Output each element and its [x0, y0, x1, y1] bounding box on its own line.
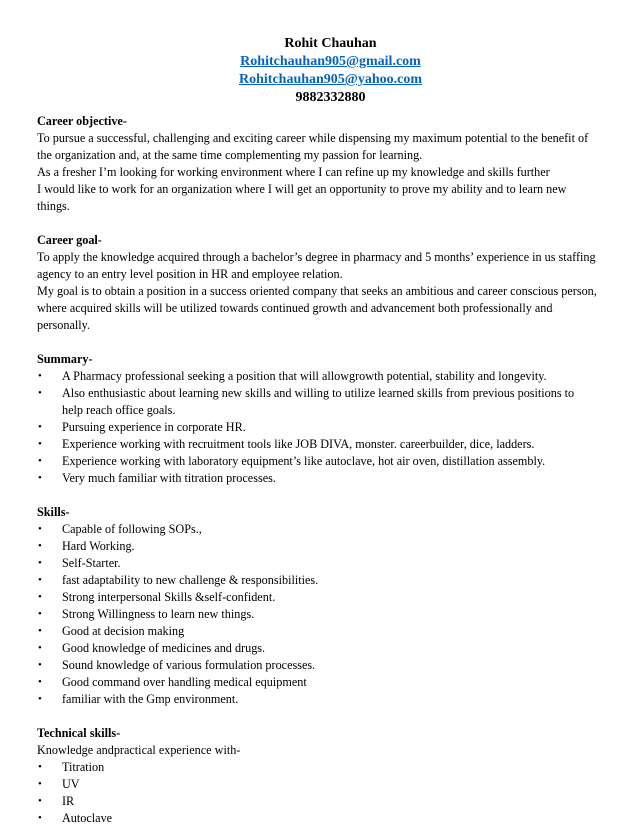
career-objective-line: As a fresher I’m looking for working environment where I can refine up my knowledge and skills further — [37, 165, 550, 179]
technical-skills-intro: Knowledge andpractical experience with- — [37, 743, 241, 757]
career-objective-title: Career objective- — [37, 114, 127, 128]
list-item-text: fast adaptability to new challenge & responsibilities. — [62, 573, 319, 587]
bullet-icon: • — [38, 659, 42, 671]
email-link-yahoo[interactable]: Rohitchauhan905@yahoo.com — [239, 72, 422, 87]
list-item — [37, 368, 598, 385]
summary-title: Summary- — [37, 352, 93, 366]
bullet-icon: • — [38, 693, 42, 705]
skills-title: Skills- — [37, 505, 70, 519]
email-link-gmail[interactable]: Rohitchauhan905@gmail.com — [240, 54, 421, 69]
section-spacer — [37, 334, 598, 351]
career-goal-line: My goal is to obtain a position in a success oriented company that seeks an ambitious and career conscious person, where acquired skills will be utilized towards continued growth and advancement both professionally and personally. — [37, 284, 597, 332]
list-item — [37, 810, 598, 827]
section-spacer — [37, 487, 598, 504]
summary-section — [37, 351, 598, 487]
list-item — [37, 470, 598, 487]
bullet-icon: • — [38, 608, 42, 620]
technical-skills-title: Technical skills- — [37, 726, 121, 740]
list-item-text: Very much familiar with titration processes. — [62, 471, 276, 485]
career-objective-line: To pursue a successful, challenging and exciting career while dispensing my maximum potential to the benefit of the organization and, at the same time complementing my passion for learning. — [37, 131, 589, 162]
technical-skills-section — [37, 725, 598, 827]
list-item — [37, 385, 598, 419]
list-item-text: Self-Starter. — [62, 556, 121, 570]
bullet-icon: • — [38, 778, 42, 790]
section-spacer — [37, 708, 598, 725]
career-goal-title: Career goal- — [37, 233, 102, 247]
list-item — [37, 657, 598, 674]
bullet-icon: • — [38, 455, 42, 467]
list-item — [37, 759, 598, 776]
bullet-icon: • — [38, 676, 42, 688]
list-item — [37, 453, 598, 470]
candidate-name: Rohit Chauhan — [284, 36, 377, 51]
bullet-icon: • — [38, 438, 42, 450]
list-item-text: Sound knowledge of various formulation processes. — [62, 658, 316, 672]
bullet-icon: • — [38, 421, 42, 433]
list-item — [37, 419, 598, 436]
list-item-text: Pursuing experience in corporate HR. — [62, 420, 246, 434]
list-item-text: Good at decision making — [62, 624, 185, 638]
list-item — [37, 793, 598, 810]
list-item-text: Autoclave — [62, 811, 113, 825]
list-item — [37, 691, 598, 708]
list-item — [37, 776, 598, 793]
career-goal-section — [37, 232, 598, 334]
bullet-icon: • — [38, 540, 42, 552]
technical-skills-list — [37, 759, 598, 827]
list-item-text: Also enthusiastic about learning new skills and willing to utilize learned skills from previous positions to help reach office goals. — [62, 386, 575, 417]
skills-section — [37, 504, 598, 708]
bullet-icon: • — [38, 523, 42, 535]
summary-list — [37, 368, 598, 487]
bullet-icon: • — [38, 557, 42, 569]
list-item — [37, 606, 598, 623]
list-item-text: Strong Willingness to learn new things. — [62, 607, 255, 621]
bullet-icon: • — [38, 387, 42, 399]
bullet-icon: • — [38, 761, 42, 773]
career-objective-section — [37, 113, 598, 215]
skills-list — [37, 521, 598, 708]
list-item-text: Capable of following SOPs., — [62, 522, 202, 536]
bullet-icon: • — [38, 370, 42, 382]
career-objective-line: I would like to work for an organization where I will get an opportunity to prove my ability and to learn new things. — [37, 182, 567, 213]
list-item-text: Titration — [62, 760, 105, 774]
list-item — [37, 589, 598, 606]
list-item-text: Hard Working. — [62, 539, 135, 553]
list-item — [37, 521, 598, 538]
list-item-text: UV — [62, 777, 80, 791]
list-item-text: familiar with the Gmp environment. — [62, 692, 239, 706]
list-item-text: Good command over handling medical equipment — [62, 675, 307, 689]
bullet-icon: • — [38, 574, 42, 586]
list-item — [37, 538, 598, 555]
career-goal-line: To apply the knowledge acquired through a bachelor’s degree in pharmacy and 5 months’ experience in us staffing agency to an entry level position in HR and employee relation. — [37, 250, 596, 281]
list-item — [37, 623, 598, 640]
phone-number: 9882332880 — [295, 90, 366, 105]
list-item — [37, 572, 598, 589]
bullet-icon: • — [38, 472, 42, 484]
list-item-text: A Pharmacy professional seeking a position that will allowgrowth potential, stability and longevity. — [62, 369, 547, 383]
bullet-icon: • — [38, 795, 42, 807]
list-item-text: Experience working with recruitment tools like JOB DIVA, monster. careerbuilder, dice, ladders. — [62, 437, 535, 451]
bullet-icon: • — [38, 591, 42, 603]
bullet-icon: • — [38, 642, 42, 654]
list-item — [37, 555, 598, 572]
bullet-icon: • — [38, 625, 42, 637]
list-item-text: Good knowledge of medicines and drugs. — [62, 641, 266, 655]
list-item — [37, 640, 598, 657]
list-item — [37, 436, 598, 453]
bullet-icon: • — [38, 812, 42, 824]
resume-header — [37, 35, 598, 107]
list-item-text: IR — [62, 794, 75, 808]
list-item — [37, 674, 598, 691]
list-item-text: Strong interpersonal Skills &self-confident. — [62, 590, 276, 604]
list-item-text: Experience working with laboratory equipment’s like autoclave, hot air oven, distillation assembly. — [62, 454, 546, 468]
section-spacer — [37, 215, 598, 232]
